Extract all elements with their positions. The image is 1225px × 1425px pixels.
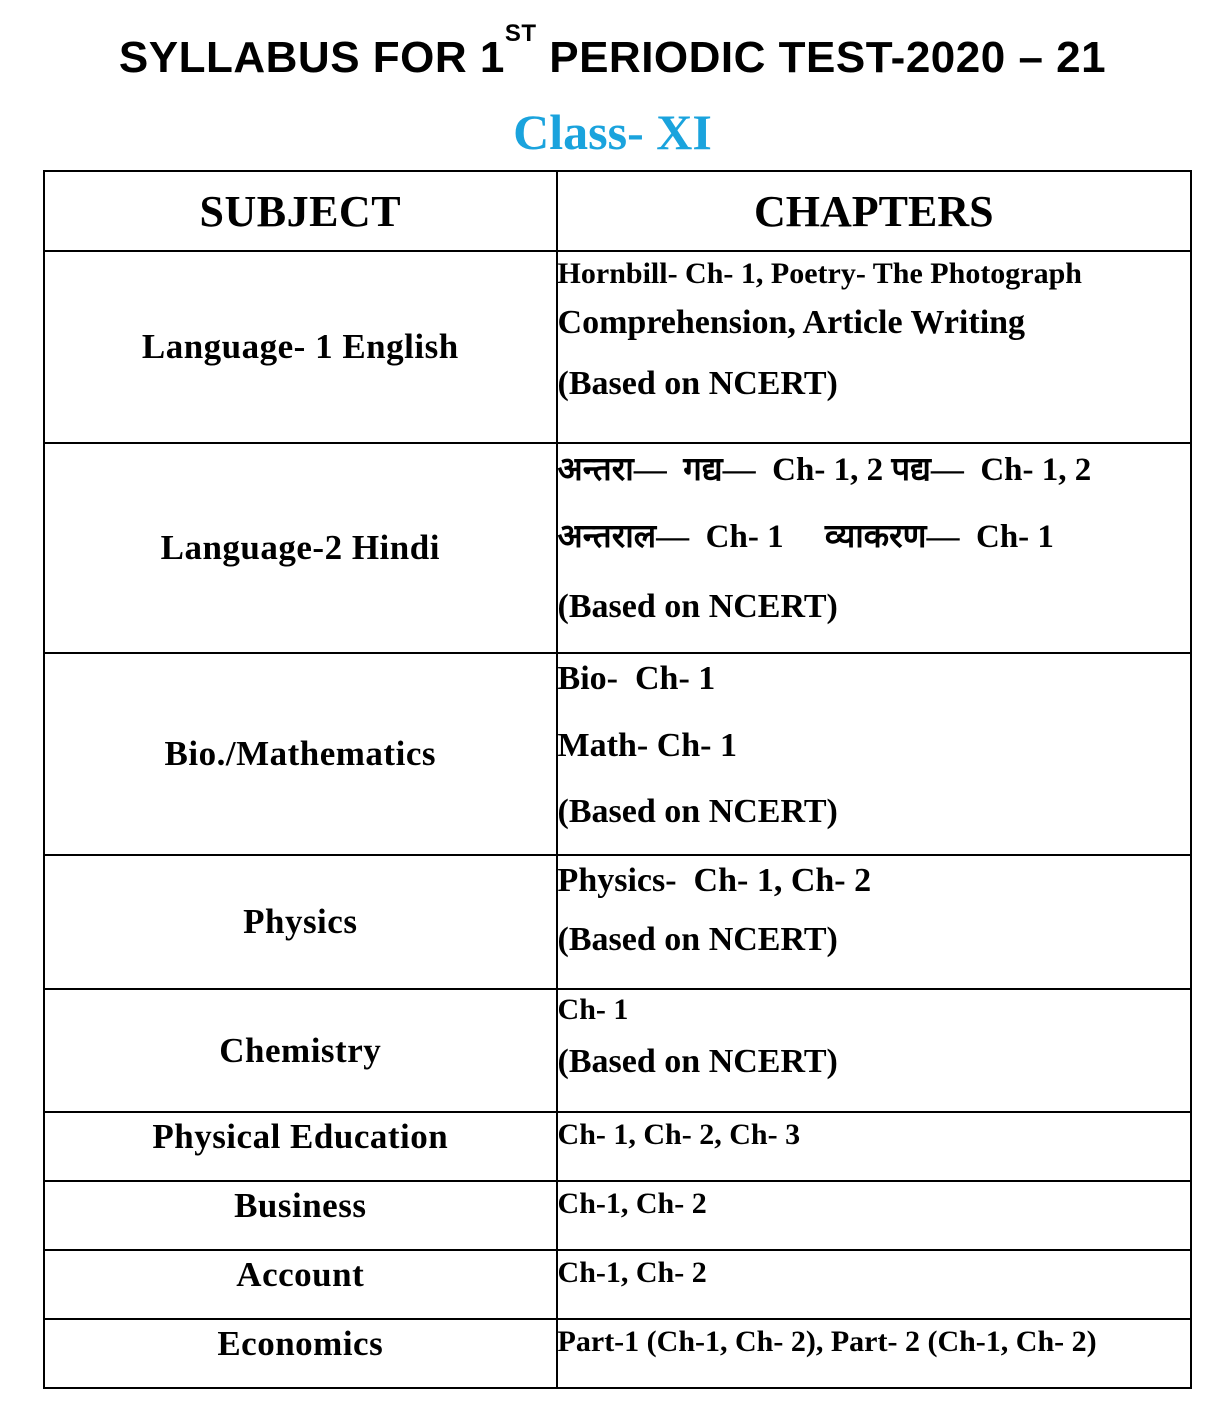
chapters-cell bbox=[557, 989, 1191, 1112]
table-row bbox=[44, 443, 1191, 653]
chapter-line: Math- Ch- 1 bbox=[557, 727, 737, 764]
subject-cell: Bio./Mathematics bbox=[44, 653, 557, 855]
table-header-row bbox=[44, 171, 1191, 251]
title-superscript: ST bbox=[504, 20, 537, 47]
chapters-cell bbox=[557, 855, 1191, 989]
column-header-chapters: CHAPTERS bbox=[557, 171, 1191, 251]
subject-cell: Physical Education bbox=[44, 1112, 557, 1181]
subject-cell: Business bbox=[44, 1181, 557, 1250]
subject-cell: Account bbox=[44, 1250, 557, 1319]
subject-cell: Physics bbox=[44, 855, 557, 989]
chapter-line: Ch- 1 bbox=[557, 993, 629, 1026]
table-row bbox=[44, 1250, 1191, 1319]
chapter-line: (Based on NCERT) bbox=[557, 793, 838, 830]
title-suffix: PERIODIC TEST-2020 – 21 bbox=[536, 33, 1107, 82]
chapter-line: अन्तराल— Ch- 1 व्याकरण— Ch- 1 bbox=[557, 519, 1054, 555]
chapters-cell bbox=[557, 443, 1191, 653]
chapter-line: Physics- Ch- 1, Ch- 2 bbox=[557, 862, 872, 899]
chapter-line: अन्तरा— गद्य— Ch- 1, 2 पद्य— Ch- 1, 2 bbox=[557, 452, 1092, 488]
chapter-line: Ch-1, Ch- 2 bbox=[557, 1256, 707, 1289]
title-prefix: SYLLABUS FOR 1 bbox=[118, 33, 505, 82]
chapter-line: (Based on NCERT) bbox=[557, 365, 838, 402]
table-row bbox=[44, 1112, 1191, 1181]
chapters-cell bbox=[557, 653, 1191, 855]
chapter-line: Part-1 (Ch-1, Ch- 2), Part- 2 (Ch-1, Ch- 2) bbox=[557, 1325, 1097, 1358]
table-row bbox=[44, 1319, 1191, 1388]
subject-cell: Chemistry bbox=[44, 989, 557, 1112]
column-header-subject: SUBJECT bbox=[44, 171, 557, 251]
table-row bbox=[44, 989, 1191, 1112]
chapter-line: Bio- Ch- 1 bbox=[557, 660, 716, 697]
chapters-cell bbox=[557, 1112, 1191, 1181]
table-row bbox=[44, 251, 1191, 443]
chapter-line: Hornbill- Ch- 1, Poetry- The Photograph bbox=[557, 257, 1082, 290]
syllabus-table bbox=[43, 170, 1192, 1389]
chapters-cell bbox=[557, 1181, 1191, 1250]
page-title bbox=[0, 20, 1225, 88]
table-row bbox=[44, 855, 1191, 989]
chapter-line: (Based on NCERT) bbox=[557, 588, 838, 625]
chapter-line: (Based on NCERT) bbox=[557, 1043, 838, 1080]
chapters-cell bbox=[557, 1319, 1191, 1388]
subject-cell: Language-2 Hindi bbox=[44, 443, 557, 653]
table-row bbox=[44, 653, 1191, 855]
chapters-cell bbox=[557, 1250, 1191, 1319]
class-label: Class- XI bbox=[513, 104, 712, 160]
table-row bbox=[44, 1181, 1191, 1250]
chapters-cell bbox=[557, 251, 1191, 443]
chapter-line: (Based on NCERT) bbox=[557, 921, 838, 958]
chapter-line: Ch-1, Ch- 2 bbox=[557, 1187, 707, 1220]
chapter-line: Comprehension, Article Writing bbox=[557, 304, 1026, 341]
subject-cell: Economics bbox=[44, 1319, 557, 1388]
subject-cell: Language- 1 English bbox=[44, 251, 557, 443]
chapter-line: Ch- 1, Ch- 2, Ch- 3 bbox=[557, 1118, 801, 1151]
